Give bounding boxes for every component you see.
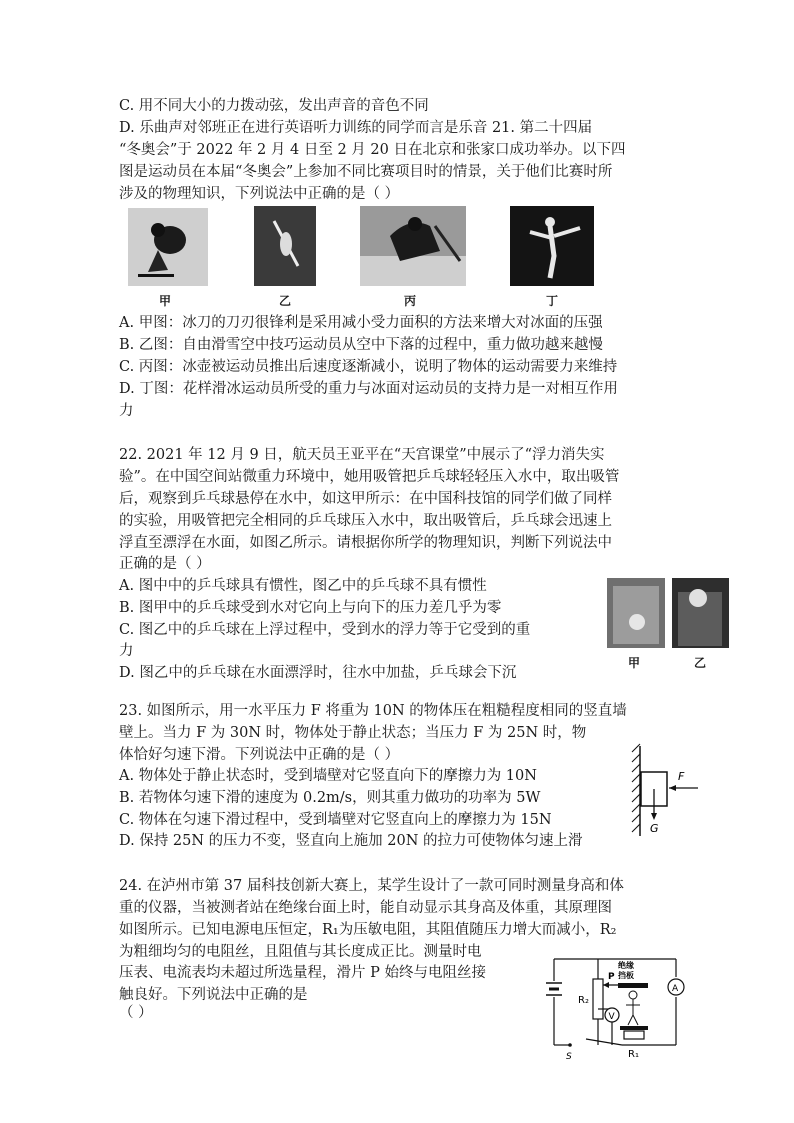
q21-intro-line-2: “冬奥会”于 2022 年 2 月 4 日至 2 月 20 日在北京和张家口成功举办。以下四 (119, 142, 626, 158)
q21-number-intro: 21. 第二十四届 (491, 120, 593, 136)
q24-stem-line-5: 压表、电流表均未超过所选量程，滑片 P 始终与电阻丝接 (119, 965, 486, 981)
q20-option-c: C. 用不同大小的力拨动弦，发出声音的音色不同 (119, 98, 429, 114)
label-insulated: 绝缘 (618, 961, 634, 970)
label-a: A (672, 984, 679, 994)
q21-option-d-line-1: D. 丁图：花样滑冰运动员所受的重力与冰面对运动员的支持力是一对相互作用 (119, 381, 618, 397)
q24-answer-blank: （ ） (119, 1005, 153, 1021)
q21-intro-line-4: 涉及的物理知识，下列说法中正确的是（ ） (119, 186, 400, 202)
q21-photo-ding (510, 206, 594, 286)
q21-option-a: A. 甲图：冰刀的刀刃很锋利是采用减小受力面积的方法来增大对冰面的压强 (119, 315, 603, 331)
q23-option-d: D. 保持 25N 的压力不变，竖直向上施加 20N 的拉力可使物体匀速上滑 (119, 833, 583, 849)
q22-caption-jia: 甲 (628, 656, 641, 670)
insulated-plate (618, 983, 648, 988)
q20-option-d-text: D. 乐曲声对邻班正在进行英语听力训练的同学而言是乐音 (119, 120, 488, 136)
q21-caption-bing: 丙 (404, 294, 417, 308)
label-r2: R₂ (578, 995, 589, 1006)
label-g: G (650, 822, 659, 835)
q23-stem-line-1: 23. 如图所示，用一水平压力 F 将重为 10N 的物体压在粗糙程度相同的竖直墙 (119, 703, 627, 719)
curling-image (360, 206, 466, 286)
q22-caption-yi: 乙 (694, 656, 707, 670)
q21-caption-yi: 乙 (279, 294, 292, 308)
person-figure-icon (626, 991, 640, 1025)
q23-stem-line-2: 壁上。当力 F 为 30N 时，物体处于静止状态；当压力 F 为 25N 时，物 (119, 725, 587, 741)
q24-stem-line-6: 触良好。下列说法中正确的是 (119, 987, 308, 1003)
q21-photo-bing (360, 206, 466, 286)
insulated-platform (620, 1026, 648, 1030)
q23-option-a: A. 物体处于静止状态时，受到墙壁对它竖直向下的摩擦力为 10N (119, 768, 537, 784)
aerial-skier-image (254, 206, 316, 286)
resistor-r2 (593, 979, 603, 1019)
q22-stem-line-6: 正确的是（ ） (119, 556, 211, 572)
q23-option-b: B. 若物体匀速下滑的速度为 0.2m/s，则其重力做功的功率为 5W (119, 790, 541, 806)
q21-option-d-line-2: 力 (119, 403, 134, 419)
q22-stem-line-5: 浮直至漂浮在水面，如图乙所示。请根据你所学的物理知识，判断下列说法中 (119, 535, 612, 551)
q23-stem-line-3: 体恰好匀速下滑。下列说法中正确的是（ ） (119, 747, 400, 763)
gravity-arrow (651, 813, 657, 820)
q22-option-c-line-1: C. 图乙中的乒乓球在上浮过程中，受到水的浮力等于它受到的重 (119, 622, 531, 638)
force-f-arrow (669, 785, 676, 791)
q21-intro-line-3: 图是运动员在本届“冬奥会”上参加不同比赛项目时的情景，关于他们比赛时所 (119, 164, 613, 180)
q24-stem-line-4: 为粗细均匀的电阻丝，且阻值与其长度成正比。测量时电 (119, 944, 482, 960)
q21-photo-yi (254, 206, 316, 286)
q22-stem-line-1: 22. 2021 年 12 月 9 日，航天员王亚平在“天宫课堂”中展示了“浮力消失实 (119, 447, 605, 463)
wall-hatching (632, 744, 640, 836)
q23-wall-force-diagram (628, 740, 710, 840)
label-f: F (678, 770, 685, 783)
q24-stem-line-3: 如图所示。已知电源电压恒定，R₁为压敏电阻，其阻值随压力增大而减小，R₂ (119, 922, 617, 938)
q23-option-c: C. 物体在匀速下滑过程中，受到墙壁对它竖直向上的摩擦力为 15N (119, 812, 552, 828)
q22-option-b: B. 图甲中的乒乓球受到水对它向上与向下的压力差几乎为零 (119, 600, 502, 616)
q21-photo-jia (128, 208, 208, 286)
space-ping-pong-image (607, 578, 665, 648)
q22-photo-jia (607, 578, 665, 648)
figure-skater-image (510, 206, 594, 286)
speed-skater-image (128, 208, 208, 286)
q22-stem-line-2: 验”。在中国空间站微重力环境中，她用吸管把乒乓球轻轻压入水中，取出吸管 (119, 469, 620, 485)
q21-option-b: B. 乙图：自由滑雪空中技巧运动员从空中下落的过程中，重力做功越来越慢 (119, 337, 603, 353)
q21-caption-ding: 丁 (546, 294, 559, 308)
label-s: S (566, 1052, 572, 1062)
slider-p-arrow (603, 982, 609, 988)
q20-option-d (119, 118, 592, 138)
label-r1: R₁ (628, 1049, 639, 1060)
label-p: P (608, 972, 615, 982)
earth-ping-pong-image (672, 578, 729, 648)
q22-option-a: A. 图中中的乒乓球具有惯性，图乙中的乒乓球不具有惯性 (119, 578, 487, 594)
q22-stem-line-3: 后，观察到乒乓球悬停在水中，如这甲所示：在中国科技馆的同学们做了同样 (119, 491, 612, 507)
q21-option-c: C. 丙图：冰壶被运动员推出后速度逐渐减小，说明了物体的运动需要力来维持 (119, 359, 618, 375)
q24-stem-line-2: 重的仪器，当被测者站在绝缘台面上时，能自动显示其身高及体重，其原理图 (119, 900, 612, 916)
resistor-r1 (624, 1031, 644, 1039)
switch-contact (568, 1043, 572, 1047)
q21-caption-jia: 甲 (159, 294, 172, 308)
q22-photo-yi (672, 578, 729, 648)
label-plate: 挡板 (618, 971, 634, 980)
q22-option-d: D. 图乙中的乒乓球在水面漂浮时，往水中加盐，乒乓球会下沉 (119, 665, 517, 681)
q24-stem-line-1: 24. 在泸州市第 37 届科技创新大赛上，某学生设计了一款可同时测量身高和体 (119, 878, 624, 894)
q24-circuit-diagram (540, 953, 690, 1063)
battery-symbol (546, 983, 562, 995)
label-v: V (608, 1012, 615, 1022)
q22-stem-line-4: 的实验，用吸管把完全相同的乒乓球压入水中，取出吸管后，乒乓球会迅速上 (119, 513, 612, 529)
q22-option-c-line-2: 力 (119, 643, 134, 659)
